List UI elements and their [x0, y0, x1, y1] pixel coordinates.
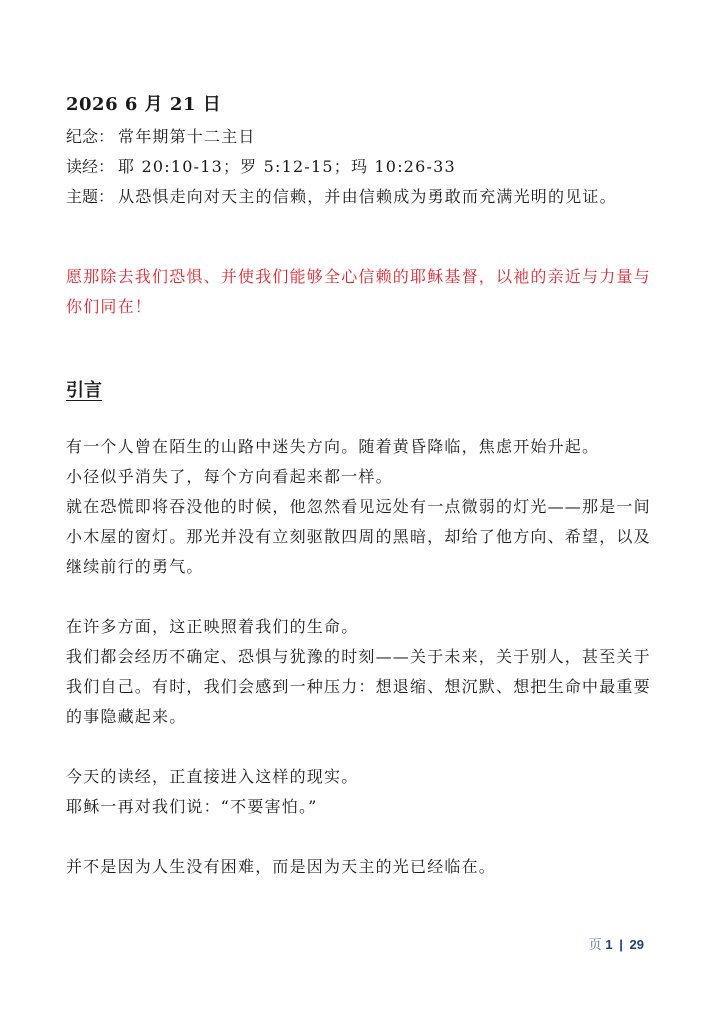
page-footer: [589, 934, 644, 953]
paragraph-line: 就在恐慌即将吞没他的时候，他忽然看见远处有一点微弱的灯光——那是一间小木屋的窗灯。那光并没有立刻驱散四周的黑暗，却给了他方向、希望，以及继续前行的勇气。: [66, 497, 651, 576]
paragraph-4: [66, 852, 662, 882]
readings-label: 读经：: [66, 157, 115, 176]
opening-prayer: 愿那除去我们恐惧、并使我们能够全心信赖的耶稣基督，以祂的亲近与力量与你们同在！: [66, 267, 651, 316]
paragraph-2: [66, 612, 662, 732]
paragraph-line: 今天的读经，正直接进入这样的现实。: [66, 767, 359, 786]
paragraph-line: 有一个人曾在陌生的山路中迷失方向。随着黄昏降临，焦虑开始升起。: [66, 437, 600, 456]
page-label: 页: [588, 937, 602, 952]
page-separator: |: [619, 937, 623, 952]
readings-value: 耶 20:10-13；罗 5:12-15；玛 10:26-33: [118, 157, 456, 176]
commemoration-value: 常年期第十二主日: [118, 127, 256, 146]
commemoration-label: 纪念：: [66, 127, 115, 146]
current-page-number: 1: [605, 937, 613, 952]
section-heading: 引言: [66, 380, 102, 401]
paragraph-line: 小径似乎消失了，每个方向看起来都一样。: [66, 467, 393, 486]
paragraph-line: 在许多方面，这正映照着我们的生命。: [66, 617, 359, 636]
readings-row: [66, 152, 666, 182]
commemoration-row: [66, 122, 666, 152]
paragraph-line: 耶稣一再对我们说：“不要害怕。”: [66, 797, 318, 816]
theme-label: 主题：: [66, 187, 115, 206]
total-pages-number: 29: [629, 937, 644, 952]
paragraph-3: [66, 762, 662, 822]
theme-value: 从恐惧走向对天主的信赖，并由信赖成为勇敢而充满光明的见证。: [118, 187, 617, 206]
date-heading: 2026 6 月 21 日: [66, 94, 222, 115]
paragraph-line: 并不是因为人生没有困难，而是因为天主的光已经临在。: [66, 857, 497, 876]
paragraph-1: [66, 432, 662, 582]
liturgy-meta: [66, 122, 666, 212]
theme-row: [66, 182, 666, 212]
introduction-body: [66, 432, 662, 912]
paragraph-line: 我们都会经历不确定、恐惧与犹豫的时刻——关于未来，关于别人，甚至关于我们自己。有时，我们会感到一种压力：想退缩、想沉默、想把生命中最重要的事隐藏起来。: [66, 647, 651, 726]
